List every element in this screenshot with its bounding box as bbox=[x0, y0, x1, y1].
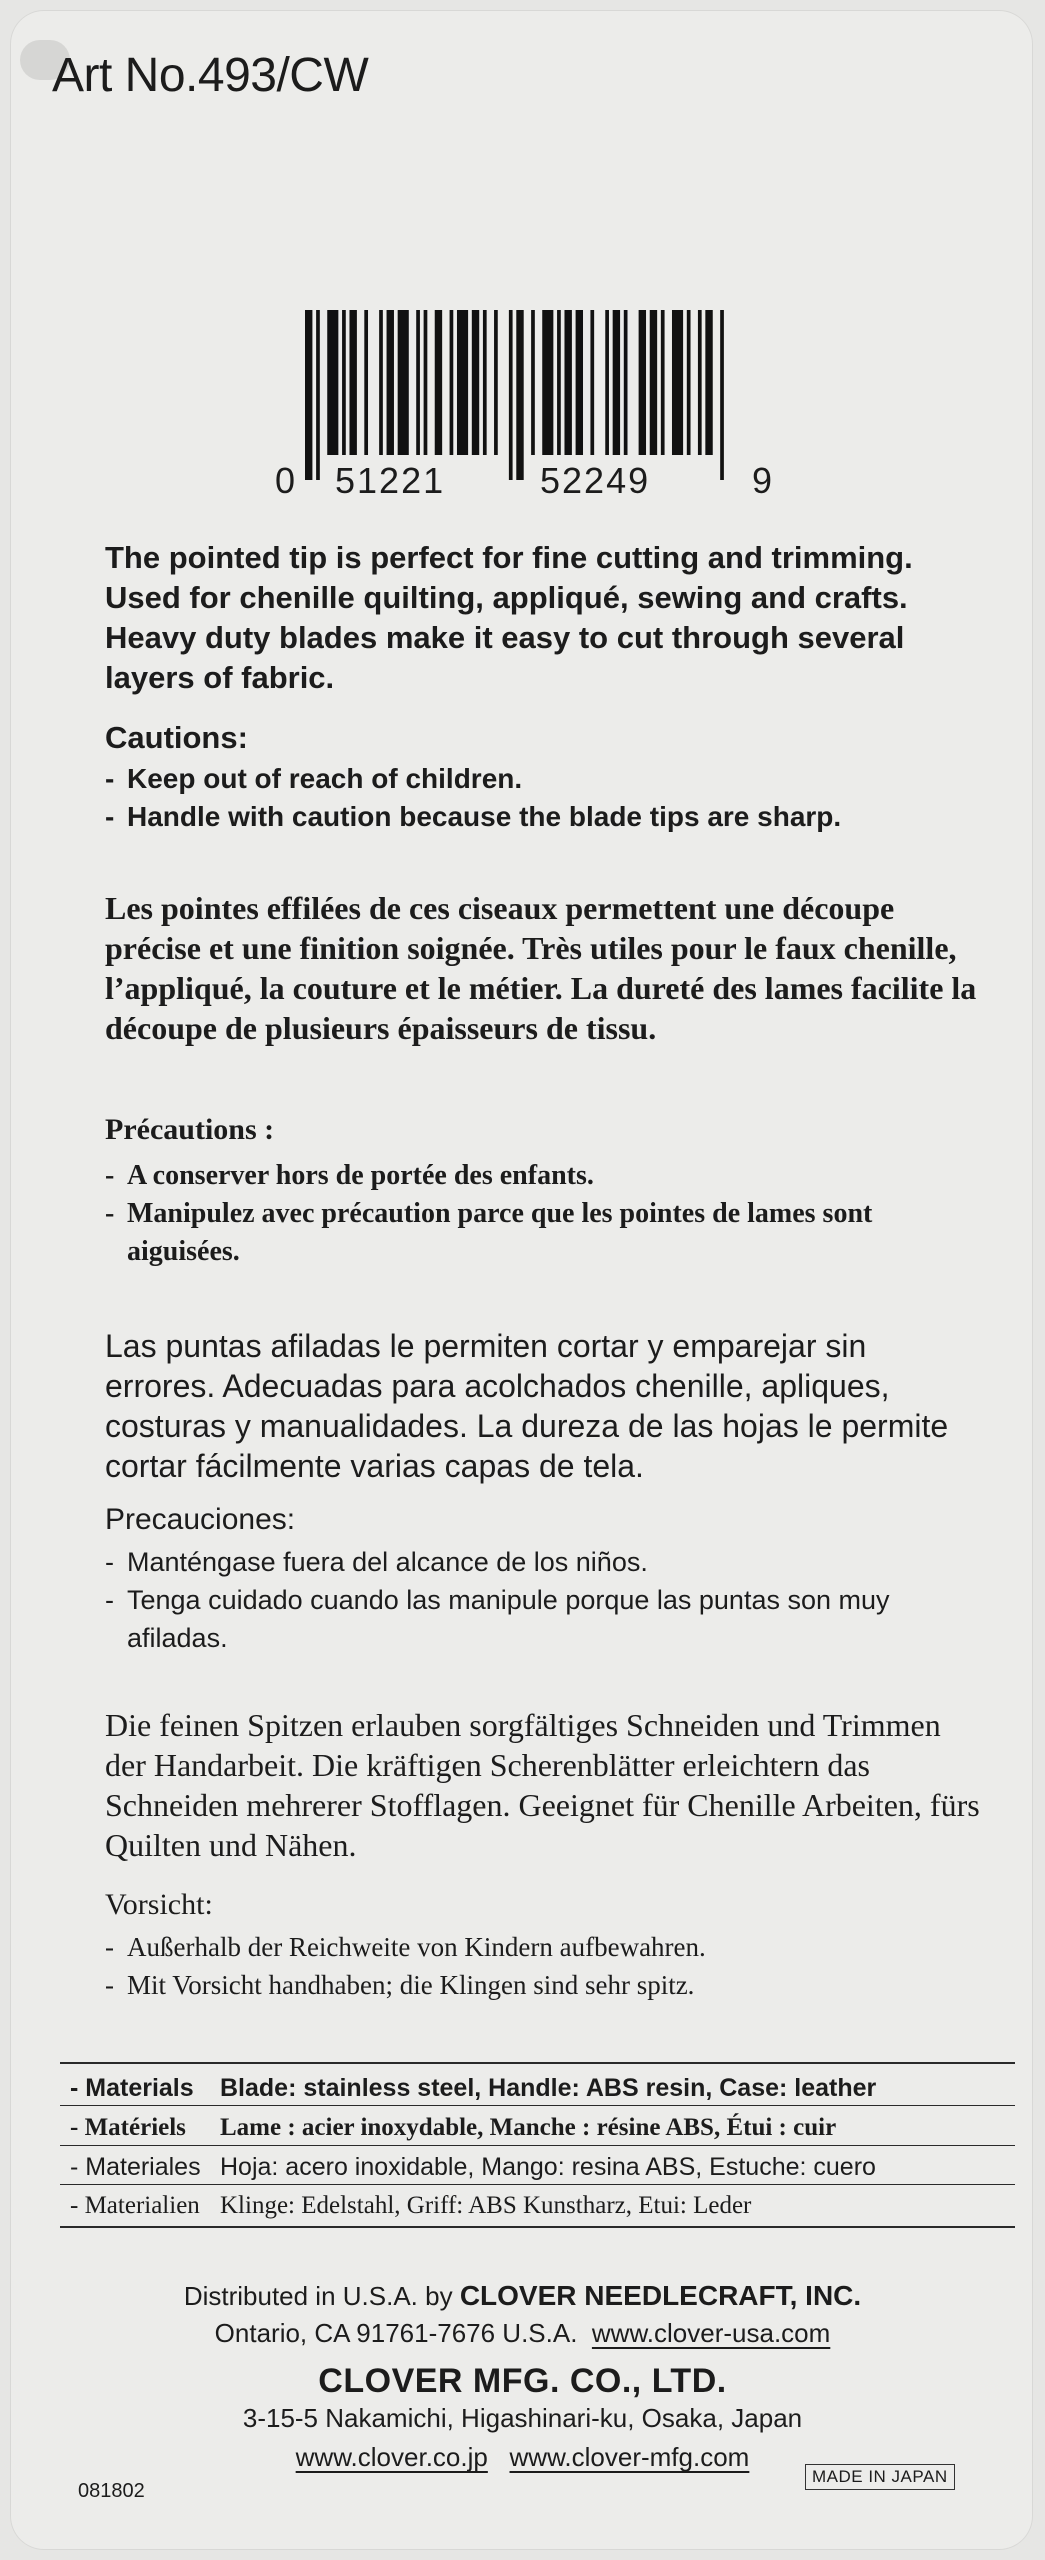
barcode-bar bbox=[698, 310, 702, 455]
barcode-bar bbox=[605, 310, 609, 455]
barcode-bar bbox=[509, 310, 513, 480]
distributor-address-line: Ontario, CA 91761-7676 U.S.A. www.clover-usa.com bbox=[214, 2318, 831, 2348]
barcode-digit-system: 0 bbox=[275, 460, 296, 501]
barcode-bar bbox=[342, 310, 346, 455]
barcode-bar bbox=[483, 310, 487, 455]
list-item: - Tenga cuidado cuando las manipule porque las puntas son muy afiladas. bbox=[105, 1585, 890, 1653]
barcode-bar bbox=[457, 310, 468, 455]
spanish-cautions-title: Precauciones: bbox=[105, 1503, 296, 1536]
barcode-bar bbox=[590, 310, 594, 455]
list-item: - Manténgase fuera del alcance de los niños. bbox=[105, 1547, 648, 1577]
barcode-bar bbox=[349, 310, 356, 455]
manufacturer-website-link-1[interactable]: www.clover.co.jp bbox=[295, 2442, 488, 2472]
english-cautions-title: Cautions: bbox=[105, 720, 248, 755]
product-code: 081802 bbox=[78, 2480, 145, 2502]
manufacturer-website-link-2[interactable]: www.clover-mfg.com bbox=[509, 2442, 750, 2472]
barcode-bar bbox=[364, 310, 368, 455]
barcode-bar bbox=[435, 310, 442, 455]
french-cautions-title: Précautions : bbox=[105, 1113, 275, 1146]
german-cautions-title: Vorsicht: bbox=[105, 1888, 213, 1921]
made-in-label: MADE IN JAPAN bbox=[805, 2464, 955, 2490]
distributor-name: CLOVER NEEDLECRAFT, INC. bbox=[459, 2280, 862, 2311]
barcode-bar bbox=[624, 310, 628, 455]
list-item: - Keep out of reach of children. bbox=[105, 763, 523, 794]
french-cautions-list bbox=[105, 1157, 985, 1271]
materials-spanish: - Materiales Hoja: acero inoxidable, Mango: resina ABS, Estuche: cuero bbox=[70, 2153, 876, 2181]
barcode-digits-right: 52249 bbox=[540, 460, 651, 501]
materials-german: - Materialien Klinge: Edelstahl, Griff: ABS Kunstharz, Etui: Leder bbox=[70, 2192, 752, 2219]
barcode-bar bbox=[639, 310, 646, 455]
barcode-bar bbox=[613, 310, 620, 455]
barcode-bar bbox=[687, 310, 691, 455]
materials-rule bbox=[60, 2105, 1015, 2106]
barcode-digit-check: 9 bbox=[752, 460, 773, 501]
materials-rule bbox=[60, 2145, 1015, 2146]
barcode-bar bbox=[661, 310, 665, 455]
materials-french: - Matériels Lame : acier inoxydable, Manche : résine ABS, Étui : cuir bbox=[70, 2114, 837, 2141]
barcode-bar bbox=[450, 310, 454, 455]
barcode-bar bbox=[650, 310, 657, 455]
barcode-bar bbox=[398, 310, 409, 455]
spanish-cautions-list bbox=[105, 1543, 985, 1657]
french-description: Les pointes effilées de ces ciseaux permettent une découpe précise et une finition soignée. Très utiles pour le faux chenille, l’appliqué, la couture et le métier. La dureté des lames facilite la découpe de plusieurs épaisseurs de tissu. bbox=[105, 890, 977, 1046]
barcode-bar bbox=[316, 310, 320, 480]
barcode-bar bbox=[305, 310, 312, 480]
list-item: - A conserver hors de portée des enfants. bbox=[105, 1160, 594, 1191]
manufacturer-address: 3-15-5 Nakamichi, Higashinari-ku, Osaka, Japan bbox=[242, 2403, 803, 2433]
barcode-digits-left: 51221 bbox=[335, 460, 446, 501]
materials-bottom-rule bbox=[60, 2226, 1015, 2228]
barcode-bar bbox=[416, 310, 420, 455]
barcode-bar bbox=[387, 310, 394, 455]
german-description: Die feinen Spitzen erlauben sorgfältiges Schneiden und Trimmen der Handarbeit. Die kräftigen Scherenblätter erleichtern das Schneiden mehrerer Stofflagen. Geeignet für Chenille Arbeiten, fürs Quilten und Nähen. bbox=[105, 1707, 980, 1863]
barcode-bar bbox=[327, 310, 338, 455]
barcode-bar bbox=[720, 310, 724, 480]
barcode-bar bbox=[494, 310, 498, 455]
materials-english: - Materials Blade: stainless steel, Handle: ABS resin, Case: leather bbox=[70, 2074, 877, 2102]
german-cautions-list bbox=[105, 1928, 985, 2004]
list-item: - Manipulez avec précaution parce que les pointes de lames sont aiguisées. bbox=[105, 1198, 873, 1267]
barcode-bar bbox=[542, 310, 553, 455]
manufacturer-name: CLOVER MFG. CO., LTD. bbox=[318, 2362, 727, 2400]
barcode-bar bbox=[705, 310, 712, 455]
barcode-bar bbox=[531, 310, 535, 455]
barcode-bar bbox=[379, 310, 383, 455]
barcode-bar bbox=[472, 310, 479, 455]
barcode-bar bbox=[576, 310, 583, 455]
barcode-bar bbox=[516, 310, 523, 480]
english-cautions-list bbox=[105, 760, 985, 836]
distributor-line: Distributed in U.S.A. by CLOVER NEEDLECRAFT, INC. bbox=[183, 2280, 862, 2311]
distributor-website-link[interactable]: www.clover-usa.com bbox=[591, 2318, 831, 2348]
barcode-bars bbox=[305, 310, 735, 480]
materials-top-rule bbox=[60, 2062, 1015, 2064]
list-item: - Mit Vorsicht handhaben; die Klingen sind sehr spitz. bbox=[105, 1970, 695, 2000]
spanish-description: Las puntas afiladas le permiten cortar y emparejar sin errores. Adecuadas para acolchados chenille, apliques, costuras y manualidades. La dureza de las hojas le permite cortar fácilmente varias capas de tela. bbox=[105, 1328, 949, 1484]
english-description: The pointed tip is perfect for fine cutting and trimming. Used for chenille quilting, appliqué, sewing and crafts. Heavy duty blades make it easy to cut through several layers of fabric. bbox=[105, 540, 913, 695]
materials-rule bbox=[60, 2184, 1015, 2185]
barcode-bar bbox=[672, 310, 683, 455]
article-number: Art No.493/CW bbox=[52, 49, 369, 102]
barcode-bar bbox=[424, 310, 428, 455]
barcode-bar bbox=[564, 310, 571, 455]
list-item: - Außerhalb der Reichweite von Kindern aufbewahren. bbox=[105, 1932, 706, 1962]
barcode-bar bbox=[557, 310, 561, 455]
list-item: - Handle with caution because the blade tips are sharp. bbox=[105, 801, 842, 832]
